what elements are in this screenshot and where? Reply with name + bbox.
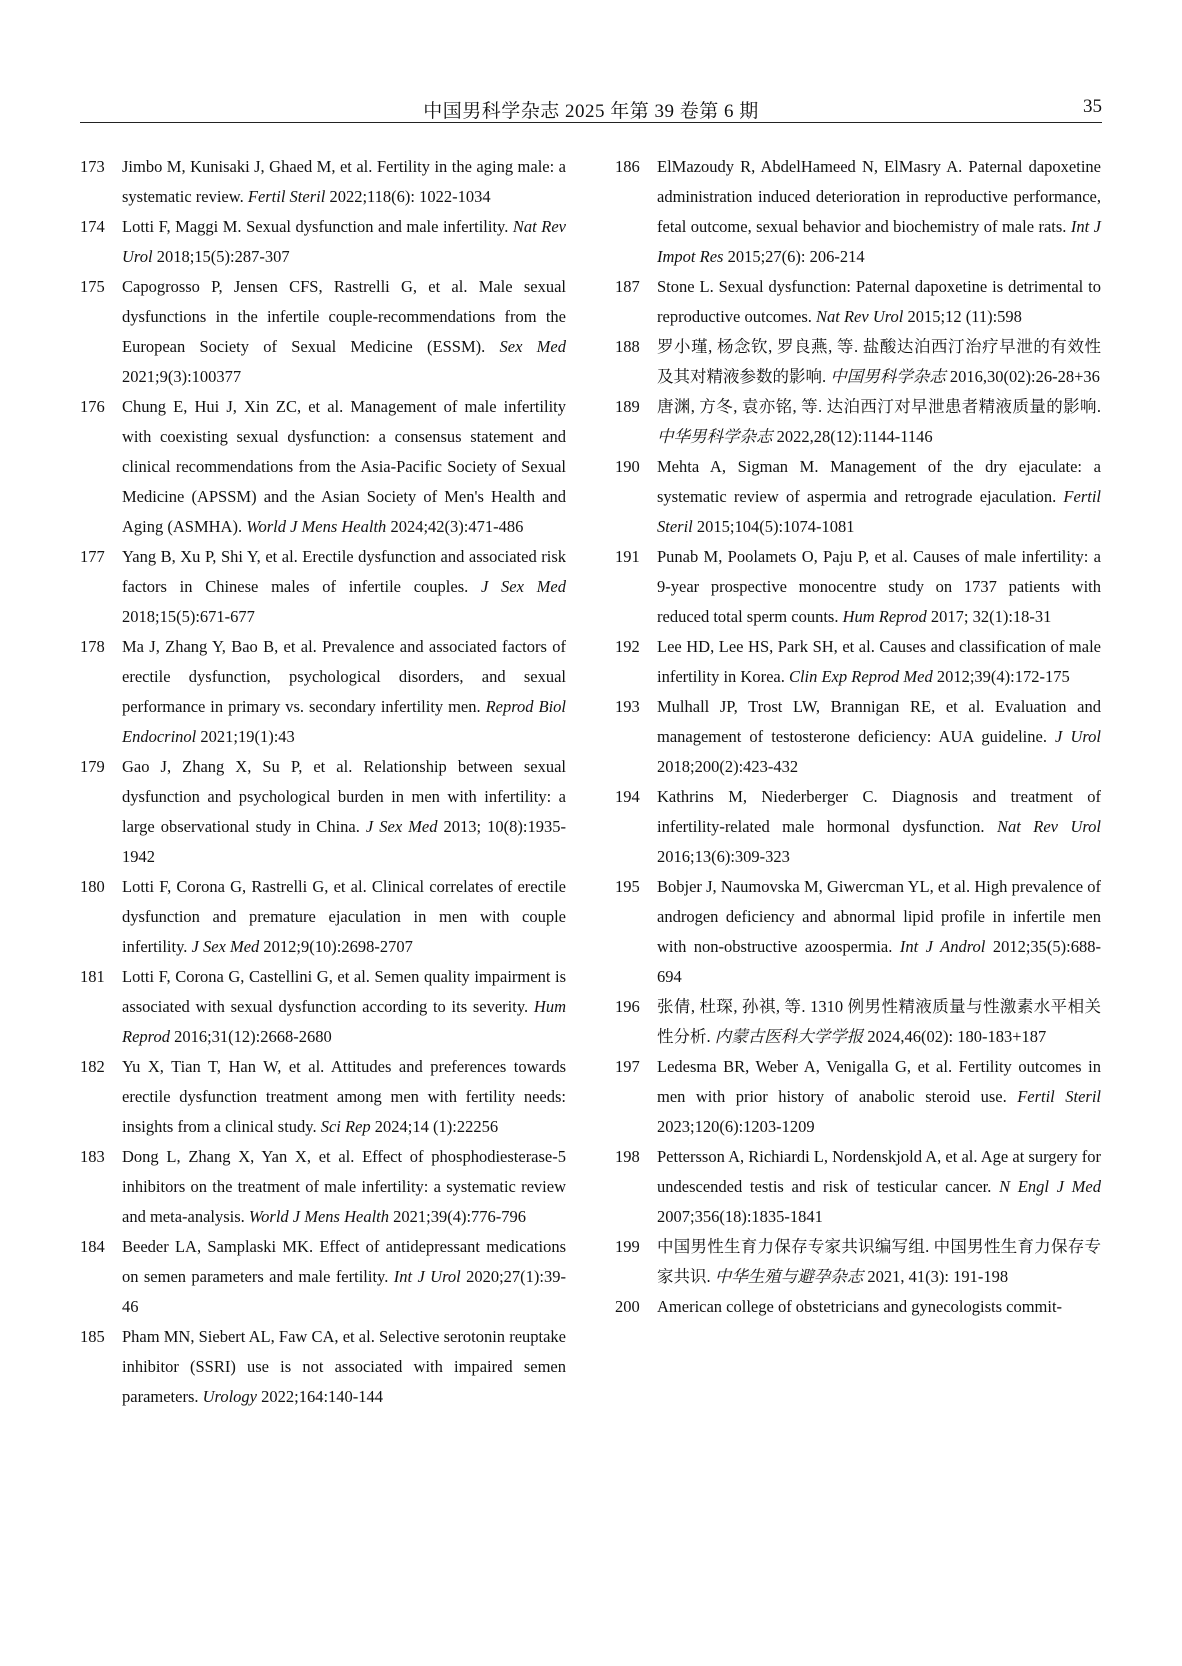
- reference-journal: World J Mens Health: [248, 1207, 390, 1226]
- reference-volume-pages: 2018;15(5):287-307: [152, 247, 290, 266]
- reference-citation: Lotti F, Maggi M. Sexual dysfunction and male infertility.: [122, 217, 513, 236]
- reference-text: [122, 1232, 566, 1322]
- reference-journal: World J Mens Health: [246, 517, 387, 536]
- reference-citation: ElMazoudy R, AbdelHameed N, ElMasry A. Paternal dapoxetine administration induced deterioration in reproductive performance, fetal outcome, sexual behavior and biochemistry of male rats.: [657, 157, 1101, 236]
- reference-item: [615, 392, 1101, 452]
- reference-text: [657, 392, 1101, 452]
- reference-volume-pages: 2021;19(1):43: [196, 727, 295, 746]
- reference-item: [615, 992, 1101, 1052]
- reference-text: [122, 542, 566, 632]
- reference-citation: Mehta A, Sigman M. Management of the dry ejaculate: a systematic review of aspermia and retrograde ejaculation.: [657, 457, 1101, 506]
- reference-citation: Ma J, Zhang Y, Bao B, et al. Prevalence and associated factors of erectile dysfunction, psychological disorders, and sexual performance in primary vs. secondary infertility men.: [122, 637, 566, 716]
- reference-volume-pages: 2021, 41(3): 191-198: [863, 1267, 1009, 1286]
- reference-journal: Int J Androl: [899, 937, 986, 956]
- reference-journal: 中国男科学杂志: [830, 367, 946, 386]
- reference-volume-pages: 2016;13(6):309-323: [657, 847, 790, 866]
- references-right-column: [615, 152, 1101, 1322]
- reference-number: 178: [80, 637, 105, 656]
- reference-volume-pages: 2022,28(12):1144-1146: [772, 427, 933, 446]
- reference-journal: Clin Exp Reprod Med: [788, 667, 933, 686]
- reference-text: [657, 272, 1101, 332]
- reference-text: [122, 152, 566, 212]
- reference-text: [657, 152, 1101, 272]
- reference-citation: Mulhall JP, Trost LW, Brannigan RE, et al. Evaluation and management of testosterone deficiency: AUA guideline.: [657, 697, 1101, 746]
- reference-item: [615, 872, 1101, 992]
- reference-volume-pages: 2024,46(02): 180-183+187: [863, 1027, 1047, 1046]
- reference-text: [122, 632, 566, 752]
- reference-journal: N Engl J Med: [999, 1177, 1101, 1196]
- reference-journal: Nat Rev Urol: [122, 217, 566, 266]
- reference-text: [657, 1292, 1101, 1322]
- reference-item: [615, 542, 1101, 632]
- reference-item: [80, 1052, 566, 1142]
- reference-item: [80, 872, 566, 962]
- reference-item: [615, 152, 1101, 272]
- reference-journal: 内蒙古医科大学学报: [714, 1027, 864, 1046]
- reference-number: 200: [615, 1297, 640, 1316]
- reference-journal: Fertil Steril: [1017, 1087, 1101, 1106]
- reference-volume-pages: 2024;14 (1):22256: [370, 1117, 499, 1136]
- reference-text: [122, 272, 566, 392]
- reference-journal: Int J Urol: [393, 1267, 461, 1286]
- reference-number: 193: [615, 697, 640, 716]
- reference-item: [80, 962, 566, 1052]
- reference-journal: J Urol: [1055, 727, 1102, 746]
- reference-volume-pages: 2018;200(2):423-432: [657, 757, 799, 776]
- reference-item: [80, 1142, 566, 1232]
- reference-citation: Stone L. Sexual dysfunction: Paternal dapoxetine is detrimental to reproductive outcomes.: [657, 277, 1101, 326]
- reference-journal: Nat Rev Urol: [816, 307, 904, 326]
- reference-text: [657, 1052, 1101, 1142]
- reference-journal: Reprod Biol Endocrinol: [122, 697, 566, 746]
- reference-number: 183: [80, 1147, 105, 1166]
- reference-citation: Pettersson A, Richiardi L, Nordenskjold A, et al. Age at surgery for undescended testis and risk of testicular cancer.: [657, 1147, 1101, 1196]
- reference-number: 192: [615, 637, 640, 656]
- reference-volume-pages: 2013; 10(8):1935-1942: [122, 817, 566, 866]
- reference-citation: Gao J, Zhang X, Su P, et al. Relationship between sexual dysfunction and psychological burden in men with infertility: a large observational study in China.: [122, 757, 566, 836]
- reference-item: [80, 1322, 566, 1412]
- reference-text: [657, 542, 1101, 632]
- reference-journal: J Sex Med: [480, 577, 566, 596]
- reference-citation: Lotti F, Corona G, Castellini G, et al. Semen quality impairment is associated with sexual dysfunction according to its severity.: [122, 967, 566, 1016]
- reference-volume-pages: 2020;27(1):39-46: [122, 1267, 567, 1316]
- reference-text: [122, 1142, 566, 1232]
- reference-citation: 中国男性生育力保存专家共识编写组. 中国男性生育力保存专家共识.: [657, 1237, 1101, 1286]
- reference-item: [615, 692, 1101, 782]
- reference-item: [615, 632, 1101, 692]
- reference-citation: Capogrosso P, Jensen CFS, Rastrelli G, et al. Male sexual dysfunctions in the infertile couple-recommendations from the European Society of Sexual Medicine (ESSM).: [122, 277, 566, 356]
- reference-volume-pages: 2015;27(6): 206-214: [723, 247, 865, 266]
- reference-journal: Fertil Steril: [657, 487, 1101, 536]
- reference-item: [80, 1232, 566, 1322]
- reference-text: [657, 872, 1101, 992]
- reference-volume-pages: 2021;39(4):776-796: [389, 1207, 527, 1226]
- reference-volume-pages: 2012;35(5):688-694: [657, 937, 1101, 986]
- reference-item: [615, 1292, 1101, 1322]
- reference-number: 188: [615, 337, 640, 356]
- reference-number: 181: [80, 967, 105, 986]
- reference-citation: Yu X, Tian T, Han W, et al. Attitudes and preferences towards erectile dysfunction treatment among men with fertility needs: insights from a clinical study.: [122, 1057, 566, 1136]
- reference-text: [122, 392, 566, 542]
- reference-number: 196: [615, 997, 640, 1016]
- reference-journal: J Sex Med: [191, 937, 260, 956]
- reference-item: [80, 392, 566, 542]
- reference-text: [122, 752, 566, 872]
- reference-volume-pages: 2012;39(4):172-175: [932, 667, 1070, 686]
- reference-item: [615, 1052, 1101, 1142]
- page-number: 35: [1083, 96, 1102, 117]
- reference-text: [657, 1232, 1101, 1292]
- reference-citation: Dong L, Zhang X, Yan X, et al. Effect of phosphodiesterase-5 inhibitors on the treatment of male infertility: a systematic review and meta-analysis.: [122, 1147, 566, 1226]
- reference-volume-pages: 2007;356(18):1835-1841: [657, 1207, 823, 1226]
- reference-citation: Punab M, Poolamets O, Paju P, et al. Causes of male infertility: a 9-year prospective monocentre study on 1737 patients with reduced total sperm counts.: [657, 547, 1101, 626]
- reference-citation: Kathrins M, Niederberger C. Diagnosis and treatment of infertility-related male hormonal dysfunction.: [657, 787, 1101, 836]
- reference-item: [615, 272, 1101, 332]
- reference-item: [615, 782, 1101, 872]
- reference-number: 194: [615, 787, 640, 806]
- reference-text: [657, 992, 1101, 1052]
- reference-volume-pages: 2016,30(02):26-28+36: [945, 367, 1100, 386]
- reference-number: 180: [80, 877, 105, 896]
- reference-citation: 唐渊, 方冬, 袁亦铭, 等. 达泊西汀对早泄患者精液质量的影响.: [657, 397, 1101, 416]
- references-left-column: [80, 152, 566, 1412]
- reference-journal: Urology: [202, 1387, 258, 1406]
- reference-number: 198: [615, 1147, 640, 1166]
- reference-number: 191: [615, 547, 640, 566]
- reference-number: 175: [80, 277, 105, 296]
- reference-volume-pages: 2022;118(6): 1022-1034: [325, 187, 491, 206]
- reference-item: [615, 1232, 1101, 1292]
- reference-number: 182: [80, 1057, 105, 1076]
- reference-number: 195: [615, 877, 640, 896]
- reference-volume-pages: 2015;104(5):1074-1081: [692, 517, 855, 536]
- reference-journal: Sci Rep: [320, 1117, 371, 1136]
- reference-citation: Yang B, Xu P, Shi Y, et al. Erectile dysfunction and associated risk factors in Chinese males of infertile couples.: [122, 547, 566, 596]
- reference-citation: 张倩, 杜琛, 孙祺, 等. 1310 例男性精液质量与性激素水平相关性分析.: [657, 997, 1101, 1046]
- reference-number: 174: [80, 217, 105, 236]
- reference-volume-pages: 2022;164:140-144: [257, 1387, 384, 1406]
- reference-volume-pages: 2017; 32(1):18-31: [926, 607, 1052, 626]
- reference-number: 187: [615, 277, 640, 296]
- reference-volume-pages: 2012;9(10):2698-2707: [259, 937, 413, 956]
- reference-journal: Hum Reprod: [122, 997, 566, 1046]
- reference-number: 184: [80, 1237, 105, 1256]
- reference-number: 179: [80, 757, 105, 776]
- reference-number: 189: [615, 397, 640, 416]
- reference-citation: Pham MN, Siebert AL, Faw CA, et al. Selective serotonin reuptake inhibitor (SSRI) use is not associated with impaired semen parameters.: [122, 1327, 566, 1406]
- reference-text: [657, 452, 1101, 542]
- reference-journal: 中华生殖与避孕杂志: [714, 1267, 864, 1286]
- reference-number: 176: [80, 397, 105, 416]
- reference-number: 185: [80, 1327, 105, 1346]
- reference-text: [122, 962, 566, 1052]
- reference-volume-pages: 2024;42(3):471-486: [386, 517, 524, 536]
- reference-text: [657, 782, 1101, 872]
- reference-journal: J Sex Med: [365, 817, 438, 836]
- reference-item: [615, 1142, 1101, 1232]
- reference-citation: Ledesma BR, Weber A, Venigalla G, et al. Fertility outcomes in men with prior history of anabolic steroid use.: [657, 1057, 1101, 1106]
- reference-item: [80, 272, 566, 392]
- reference-journal: Fertil Steril: [247, 187, 326, 206]
- reference-text: [122, 1322, 566, 1412]
- reference-volume-pages: 2016;31(12):2668-2680: [169, 1027, 332, 1046]
- reference-item: [80, 752, 566, 872]
- reference-item: [80, 632, 566, 752]
- reference-volume-pages: 2015;12 (11):598: [903, 307, 1022, 326]
- reference-item: [615, 332, 1101, 392]
- reference-item: [80, 212, 566, 272]
- reference-journal: Hum Reprod: [842, 607, 927, 626]
- reference-number: 173: [80, 157, 105, 176]
- reference-volume-pages: 2021;9(3):100377: [122, 367, 242, 386]
- reference-journal: Sex Med: [499, 337, 566, 356]
- reference-citation: Bobjer J, Naumovska M, Giwercman YL, et al. High prevalence of androgen deficiency and abnormal lipid profile in infertile men with non-obstructive azoospermia.: [657, 877, 1101, 956]
- reference-item: [80, 152, 566, 212]
- reference-number: 199: [615, 1237, 640, 1256]
- reference-text: [122, 212, 566, 272]
- reference-number: 177: [80, 547, 105, 566]
- reference-volume-pages: 2023;120(6):1203-1209: [657, 1117, 815, 1136]
- reference-text: [657, 632, 1101, 692]
- reference-citation: Beeder LA, Samplaski MK. Effect of antidepressant medications on semen parameters and male fertility.: [122, 1237, 566, 1286]
- reference-text: [657, 332, 1101, 392]
- reference-text: [122, 1052, 566, 1142]
- reference-item: [80, 542, 566, 632]
- reference-citation: Lee HD, Lee HS, Park SH, et al. Causes and classification of male infertility in Korea.: [657, 637, 1101, 686]
- reference-citation: Chung E, Hui J, Xin ZC, et al. Management of male infertility with coexisting sexual dysfunction: a consensus statement and clinical recommendations from the Asia-Pacific Society of Sexual Medicine (APSSM) and the Asian Society of Men's Health and Aging (ASMHA).: [122, 397, 566, 536]
- reference-volume-pages: 2018;15(5):671-677: [122, 607, 255, 626]
- reference-number: 186: [615, 157, 640, 176]
- reference-citation: Lotti F, Corona G, Rastrelli G, et al. Clinical correlates of erectile dysfunction and premature ejaculation in men with couple infertility.: [122, 877, 566, 956]
- reference-text: [122, 872, 566, 962]
- reference-text: [657, 1142, 1101, 1232]
- reference-text: [657, 692, 1101, 782]
- reference-citation: Jimbo M, Kunisaki J, Ghaed M, et al. Fertility in the aging male: a systematic review.: [122, 157, 566, 206]
- reference-citation: American college of obstetricians and gynecologists commit-: [657, 1297, 1063, 1316]
- reference-number: 197: [615, 1057, 640, 1076]
- reference-journal: Int J Impot Res: [657, 217, 1101, 266]
- reference-citation: 罗小瑾, 杨念钦, 罗良燕, 等. 盐酸达泊西汀治疗早泄的有效性及其对精液参数的影响.: [657, 337, 1101, 386]
- reference-journal: 中华男科学杂志: [657, 427, 773, 446]
- running-header: [80, 96, 1102, 123]
- reference-journal: Nat Rev Urol: [996, 817, 1102, 836]
- reference-number: 190: [615, 457, 640, 476]
- journal-title: 中国男科学杂志 2025 年第 39 卷第 6 期: [423, 101, 759, 122]
- reference-item: [615, 452, 1101, 542]
